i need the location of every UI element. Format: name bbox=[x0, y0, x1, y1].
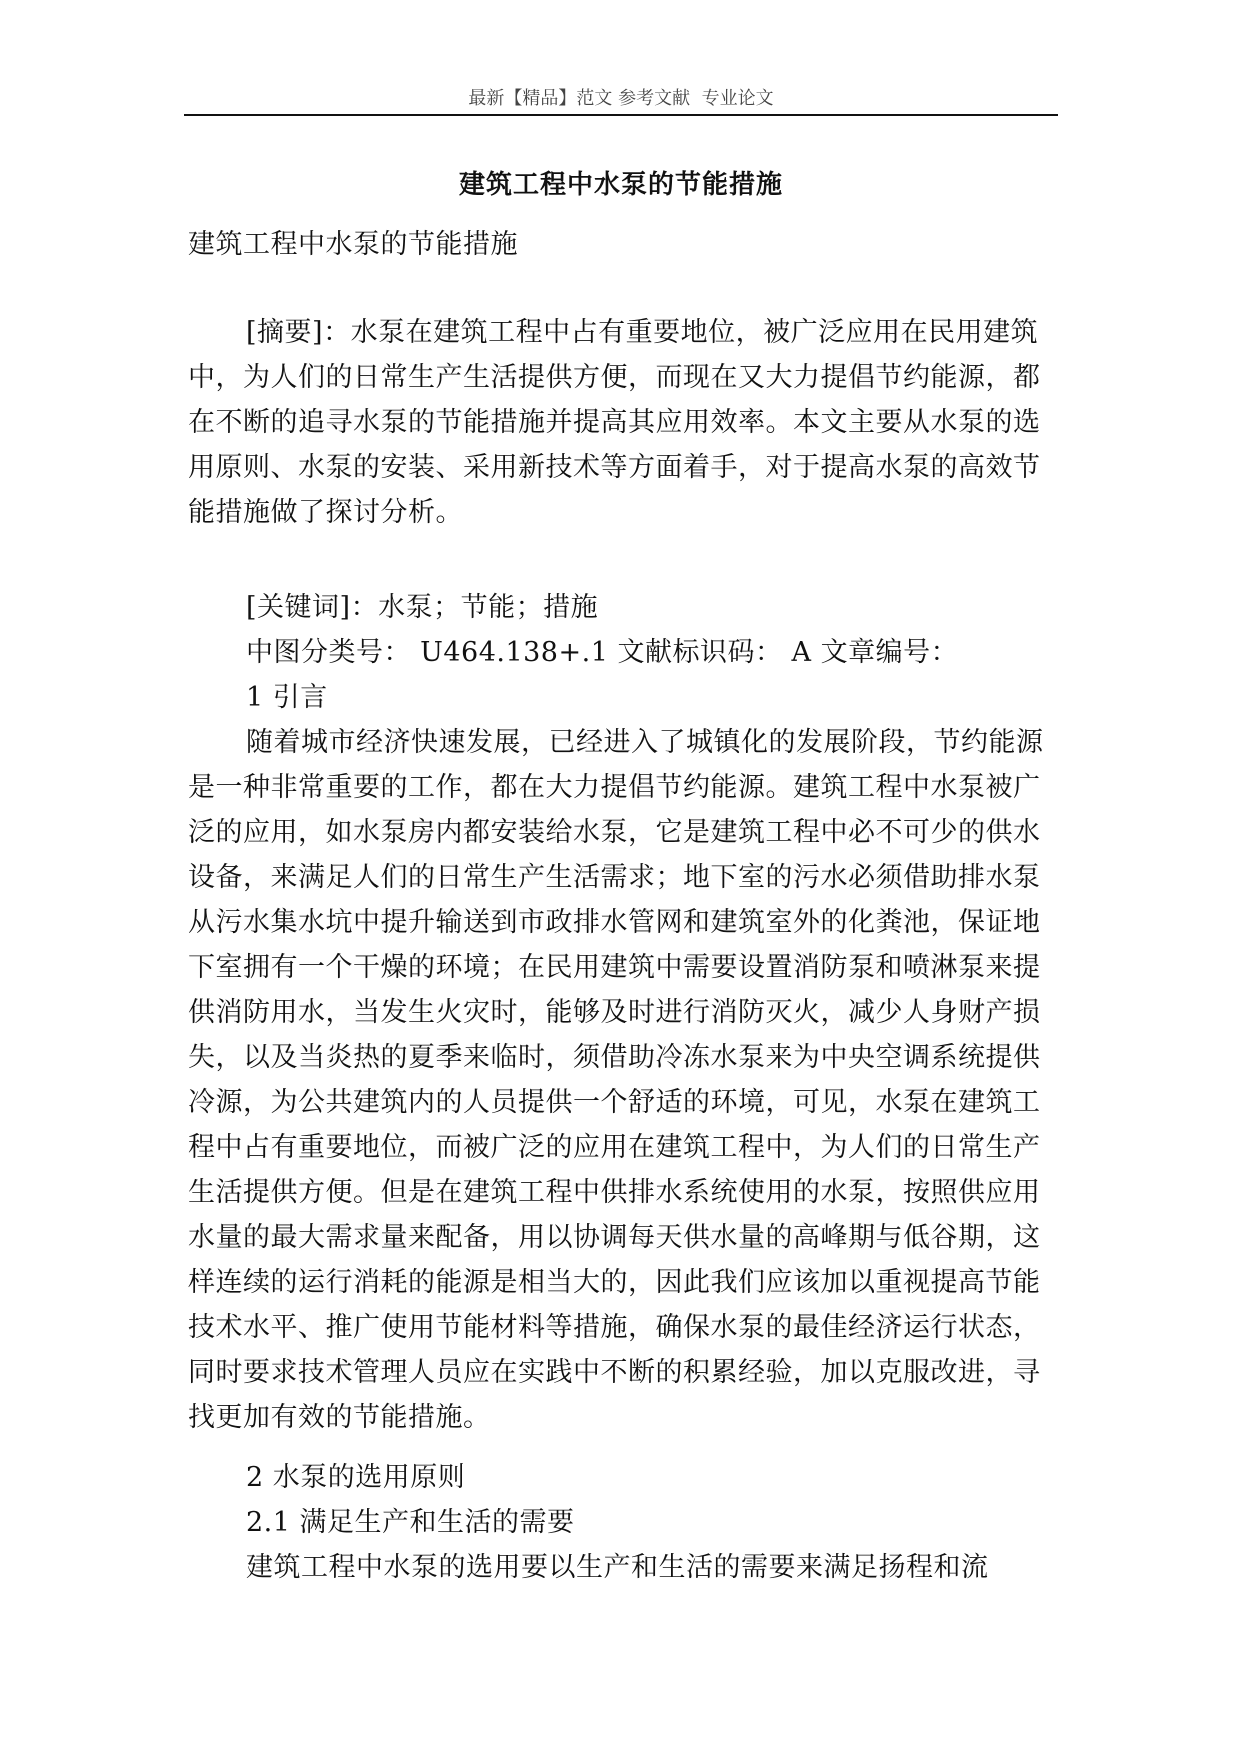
keywords-line: [关键词]：水泵；节能；措施 bbox=[246, 592, 599, 623]
document-subtitle: 建筑工程中水泵的节能措施 bbox=[188, 229, 518, 260]
section-2-heading: 2 水泵的选用原则 bbox=[246, 1462, 466, 1493]
section-2-1-heading: 2.1 满足生产和生活的需要 bbox=[246, 1507, 575, 1538]
section-1-heading: 1 引言 bbox=[246, 682, 328, 713]
classification-line: 中图分类号： U464.138+.1 文献标识码： A 文章编号： bbox=[246, 637, 959, 668]
header-divider bbox=[184, 114, 1058, 116]
section-1-paragraph: 随着城市经济快速发展，已经进入了城镇化的发展阶段，节约能源是一种非常重要的工作，都在大力提倡节约能源。建筑工程中水泵被广泛的应用，如水泵房内都安装给水泵，它是建筑工程中必不可少的供水设备，来满足人们的日常生产生活需求；地下室的污水必须借助排水泵从污水集水坑中提升输送到市政排水管网和建筑室外的化粪池，保证地下室拥有一个干燥的环境；在民用建筑中需要设置消防泵和喷淋泵来提供消防用水，当发生火灾时，能够及时进行消防灭火，减少人身财产损失，以及当炎热的夏季来临时，须借助冷冻水泵来为中央空调系统提供冷源，为公共建筑内的人员提供一个舒适的环境，可见，水泵在建筑工程中占有重要地位，而被广泛的应用在建筑工程中，为人们的日常生产生活提供方便。但是在建筑工程中供排水系统使用的水泵，按照供应用水量的最大需求量来配备，用以协调每天供水量的高峰期与低谷期，这样连续的运行消耗的能源是相当大的，因此我们应该加以重视提高节能技术水平、推广使用节能材料等措施，确保水泵的最佳经济运行状态，同时要求技术管理人员应在实践中不断的积累经验，加以克服改进，寻找更加有效的节能措施。 bbox=[188, 727, 1044, 1433]
section-2-1-paragraph: 建筑工程中水泵的选用要以生产和生活的需要来满足扬程和流 bbox=[246, 1552, 989, 1583]
document-title: 建筑工程中水泵的节能措施 bbox=[458, 170, 783, 200]
abstract-paragraph: [摘要]：水泵在建筑工程中占有重要地位，被广泛应用在民用建筑中，为人们的日常生产生活提供方便，而现在又大力提倡节约能源，都在不断的追寻水泵的节能措施并提高其应用效率。本文主要从水泵的选用原则、水泵的安装、采用新技术等方面着手，对于提高水泵的高效节能措施做了探讨分析。 bbox=[188, 317, 1041, 528]
page-header: 最新【精品】范文 参考文献 专业论文 bbox=[468, 88, 774, 109]
